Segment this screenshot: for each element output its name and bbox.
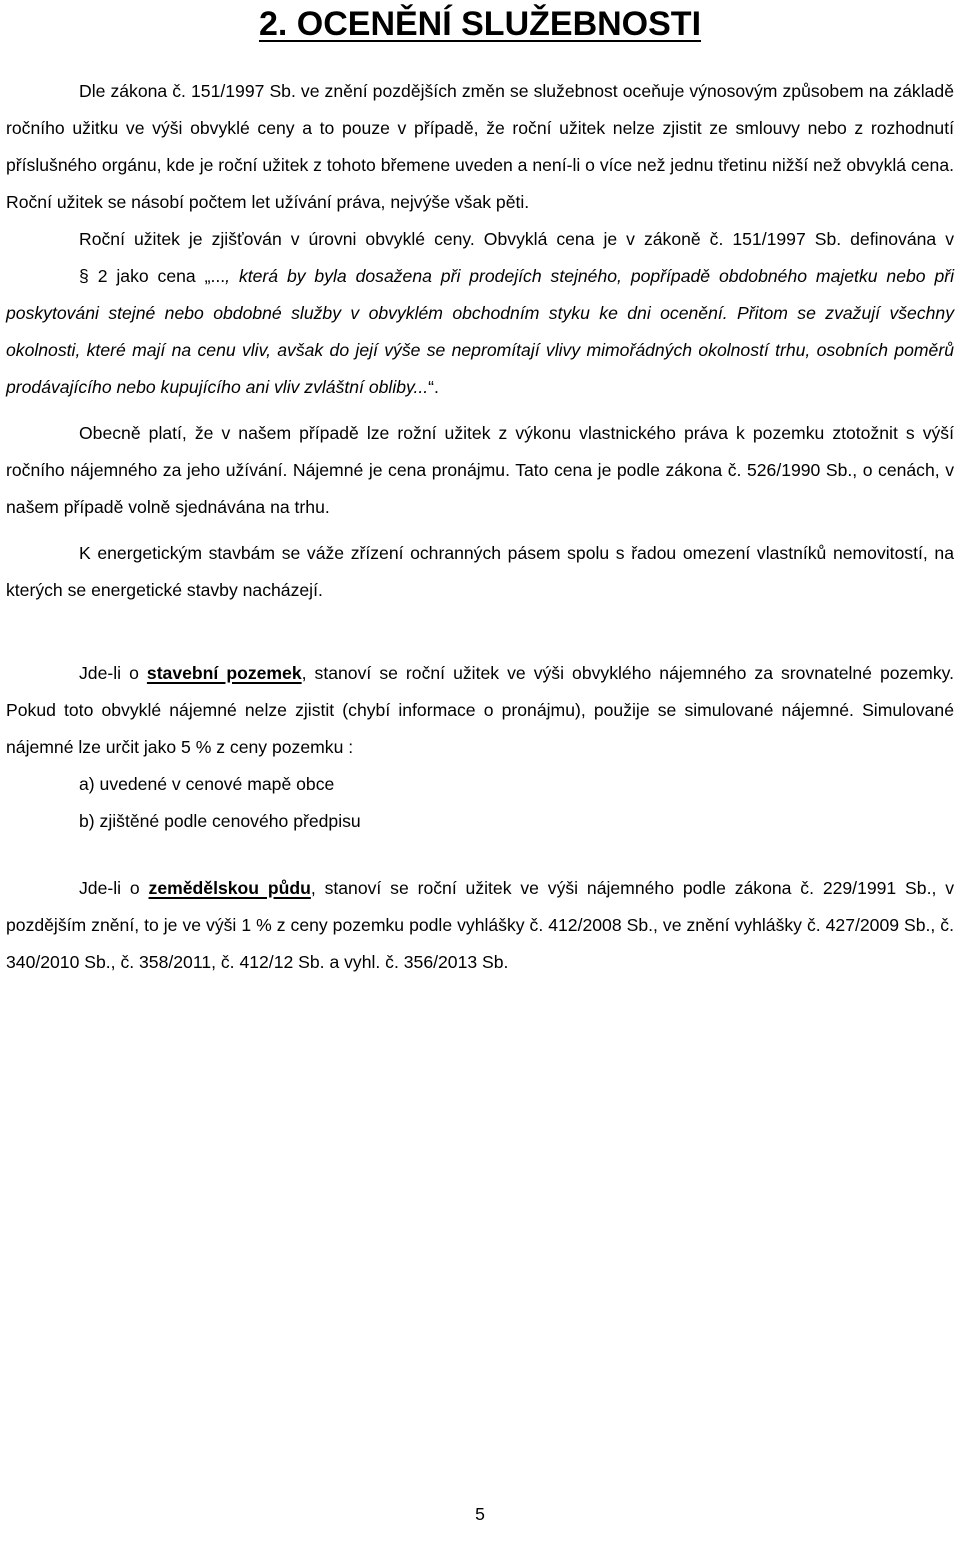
- section-number: 2 jako cena: [97, 266, 196, 286]
- list-item-price-map: a) uvedené v cenové mapě obce: [79, 774, 335, 794]
- paragraph-agricultural-land: [6, 870, 954, 981]
- spacer: [6, 609, 954, 655]
- agricultural-land-before: Jde-li o: [79, 878, 149, 898]
- paragraph-valuation-method: Dle zákona č. 151/1997 Sb. ve znění pozdějších změn se služebnost oceňuje výnosovým způsobem na základě ročního užitku ve výši obvyklé ceny a to pouze v případě, že roční užitek nelze zjistit ze smlouvy nebo z rozhodnutí příslušného orgánu, kde je roční užitek z tohoto břemene uveden a není-li o více než jednu třetinu nižší než obvyklá cena. Roční užitek se násobí počtem let užívání práva, nejvýše však pěti.: [6, 81, 954, 212]
- paragraph-rent-equivalence: Obecně platí, že v našem případě lze rožní užitek z výkonu vlastnického práva k pozemku ztotožnit s výší ročního nájemného za jeho užívání. Nájemné je cena pronájmu. Tato cena je podle zákona č. 526/1990 Sb., o cenách, v našem případě volně sjednávána na trhu.: [6, 423, 954, 517]
- spacer: [6, 840, 954, 870]
- building-land-after: , stanoví se roční užitek ve výši obvyklého nájemného za srovnatelné pozemky. Pokud toto obvyklé nájemné nelze zjistit (chybí informace o pronájmu), použije se simulované nájemné. Simulované nájemné lze určit jako 5 % z ceny pozemku :: [6, 663, 954, 757]
- document-body: [6, 73, 954, 981]
- quote-close: “.: [428, 377, 439, 397]
- usual-price-intro: Roční užitek je zjišťován v úrovni obvyklé ceny. Obvyklá cena je v zákoně č. 151/1997 Sb. definována v: [79, 229, 954, 249]
- agricultural-land-term: zemědělskou půdu: [148, 878, 311, 898]
- page-title: 2. OCENĚNÍ SLUŽEBNOSTI: [258, 5, 702, 43]
- spacer: [6, 526, 954, 535]
- spacer: [6, 406, 954, 415]
- paragraph-building-land: [6, 655, 954, 766]
- agricultural-land-after: , stanoví se roční užitek ve výši nájemného podle zákona č. 229/1991 Sb., v pozdějším znění, to je ve výši 1 % z ceny pozemku podle vyhlášky č. 412/2008 Sb., ve znění vyhlášky č. 427/2009 Sb., č. 340/2010 Sb., č. 358/2011, č. 412/12 Sb. a vyhl. č. 356/2013 Sb.: [6, 878, 954, 972]
- paragraph-energy-constructions: K energetickým stavbám se váže zřízení ochranných pásem spolu s řadou omezení vlastníků nemovitostí, na kterých se energetické stavby nacházejí.: [6, 543, 954, 600]
- page-number: 5: [475, 1504, 485, 1524]
- list-item-price-regulation: b) zjištěné podle cenového předpisu: [79, 811, 361, 831]
- usual-price-quote: , která by byla dosažena při prodejích stejného, popřípadě obdobného majetku nebo při poskytováni stejné nebo obdobné služby v obvyklém obchodním styku ke dni ocenění. Přitom se zvažují všechny okolnosti, které mají na cenu vliv, avšak do její výše se nepromítají vlivy mimořádných okolností trhu, osobních poměrů prodávajícího nebo kupujícího ani vliv zvláštní obliby...: [6, 266, 955, 397]
- building-land-before: Jde-li o: [79, 663, 147, 683]
- building-land-term: stavební pozemek: [146, 663, 302, 683]
- section-sign-icon: §: [79, 266, 89, 286]
- paragraph-usual-price-definition: [6, 221, 954, 406]
- quote-open: „...: [204, 266, 226, 286]
